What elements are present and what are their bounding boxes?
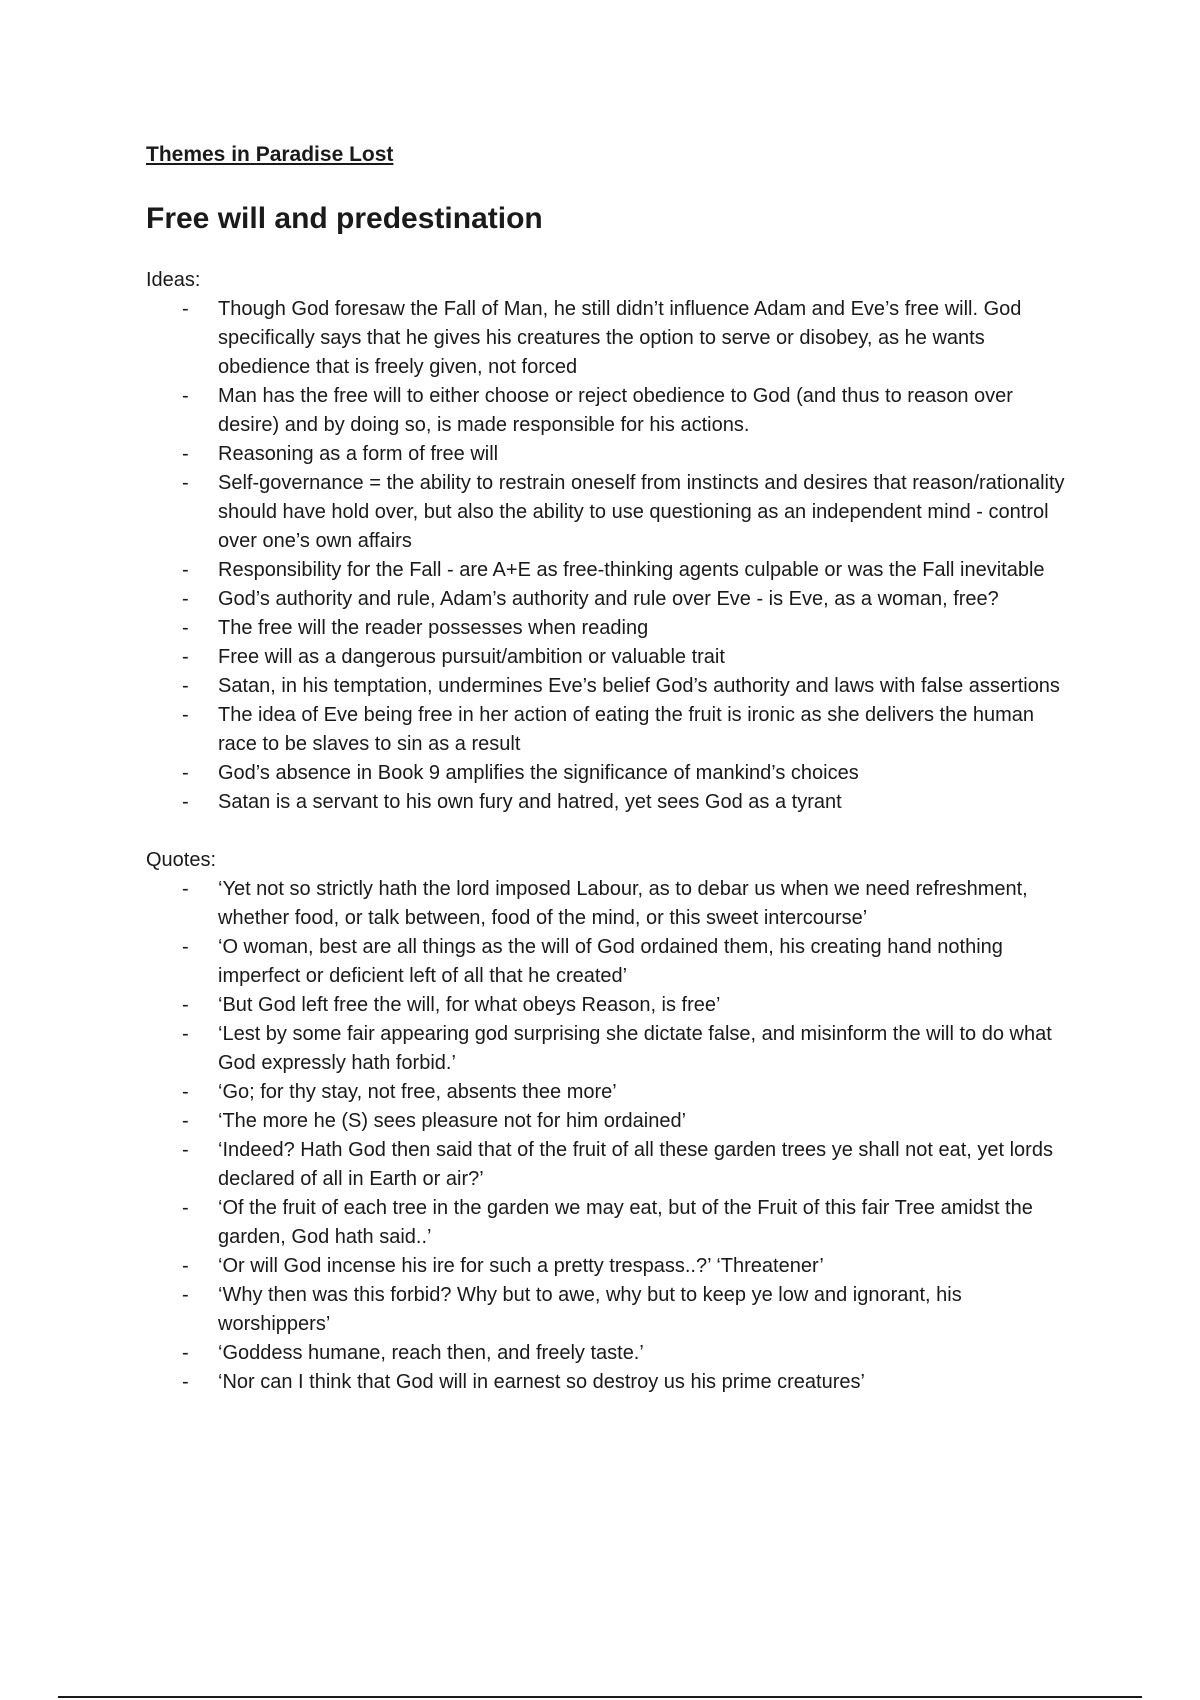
list-item-text: The free will the reader possesses when reading [218, 617, 649, 639]
list-item [146, 875, 1076, 933]
quotes-section [146, 846, 1076, 1397]
list-item-text: The idea of Eve being free in her action of eating the fruit is ironic as she delivers the human race to be slaves to sin as a result [218, 704, 1035, 755]
section-heading: Free will and predestination [146, 202, 543, 235]
bullet-marker: - [182, 1081, 189, 1103]
list-item [146, 1252, 1076, 1281]
list-item [146, 643, 1076, 672]
quotes-label: Quotes: [146, 849, 217, 871]
list-item [146, 1281, 1076, 1339]
bullet-marker: - [182, 617, 189, 639]
list-item [146, 382, 1076, 440]
list-item [146, 1194, 1076, 1252]
bullet-marker: - [182, 472, 189, 494]
list-item-text: ‘Go; for thy stay, not free, absents thee more’ [218, 1081, 617, 1103]
ideas-section [146, 266, 1076, 817]
list-item [146, 991, 1076, 1020]
list-item-text: Reasoning as a form of free will [218, 443, 499, 465]
bullet-marker: - [182, 675, 189, 697]
list-item [146, 933, 1076, 991]
bullet-marker: - [182, 443, 189, 465]
list-item [146, 469, 1076, 556]
list-item-text: Self-governance = the ability to restrain oneself from instincts and desires that reason/rationality should have hold over, but also the ability to use questioning as an independent mind - control over one’s own affairs [218, 472, 1065, 552]
list-item-text: God’s authority and rule, Adam’s authority and rule over Eve - is Eve, as a woman, free? [218, 588, 999, 610]
list-item-text: Though God foresaw the Fall of Man, he still didn’t influence Adam and Eve’s free will. God specifically says that he gives his creatures the option to serve or disobey, as he wants obedience that is freely given, not forced [218, 298, 1022, 378]
bullet-marker: - [182, 762, 189, 784]
list-item [146, 614, 1076, 643]
list-item [146, 1136, 1076, 1194]
list-item [146, 759, 1076, 788]
list-item-text: ‘Yet not so strictly hath the lord imposed Labour, as to debar us when we need refreshment, whether food, or talk between, food of the mind, or this sweet intercourse’ [218, 878, 1028, 929]
list-item-text: Free will as a dangerous pursuit/ambition or valuable trait [218, 646, 725, 668]
list-item [146, 788, 1076, 817]
bullet-marker: - [182, 878, 189, 900]
list-item [146, 585, 1076, 614]
bullet-marker: - [182, 1371, 189, 1393]
list-item-text: ‘Of the fruit of each tree in the garden we may eat, but of the Fruit of this fair Tree amidst the garden, God hath said..’ [218, 1197, 1033, 1248]
bullet-marker: - [182, 588, 189, 610]
quotes-list [146, 875, 1076, 1397]
list-item-text: ‘Or will God incense his ire for such a pretty trespass..?’ ‘Threatener’ [218, 1255, 824, 1277]
document-title: Themes in Paradise Lost [146, 143, 394, 166]
list-item [146, 440, 1076, 469]
footer-divider [58, 1696, 1142, 1698]
list-item-text: Satan, in his temptation, undermines Eve’s belief God’s authority and laws with false assertions [218, 675, 1060, 697]
bullet-marker: - [182, 1197, 189, 1219]
ideas-list [146, 295, 1076, 817]
bullet-marker: - [182, 1255, 189, 1277]
list-item [146, 1078, 1076, 1107]
list-item [146, 556, 1076, 585]
list-item [146, 1368, 1076, 1397]
bullet-marker: - [182, 791, 189, 813]
list-item-text: ‘Why then was this forbid? Why but to awe, why but to keep ye low and ignorant, his worshippers’ [218, 1284, 962, 1335]
list-item [146, 1020, 1076, 1078]
bullet-marker: - [182, 298, 189, 320]
list-item-text: ‘Indeed? Hath God then said that of the fruit of all these garden trees ye shall not eat, yet lords declared of all in Earth or air?’ [218, 1139, 1053, 1190]
bullet-marker: - [182, 385, 189, 407]
bullet-marker: - [182, 994, 189, 1016]
list-item [146, 701, 1076, 759]
list-item-text: ‘The more he (S) sees pleasure not for him ordained’ [218, 1110, 687, 1132]
list-item-text: ‘But God left free the will, for what obeys Reason, is free’ [218, 994, 721, 1016]
list-item-text: God’s absence in Book 9 amplifies the significance of mankind’s choices [218, 762, 859, 784]
list-item-text: ‘Nor can I think that God will in earnest so destroy us his prime creatures’ [218, 1371, 865, 1393]
bullet-marker: - [182, 1139, 189, 1161]
bullet-marker: - [182, 1110, 189, 1132]
bullet-marker: - [182, 1342, 189, 1364]
bullet-marker: - [182, 936, 189, 958]
list-item-text: Man has the free will to either choose or reject obedience to God (and thus to reason over desire) and by doing so, is made responsible for his actions. [218, 385, 1013, 436]
list-item [146, 672, 1076, 701]
list-item [146, 1339, 1076, 1368]
bullet-marker: - [182, 704, 189, 726]
ideas-label: Ideas: [146, 269, 201, 291]
list-item-text: ‘Lest by some fair appearing god surprising she dictate false, and misinform the will to do what God expressly hath forbid.’ [218, 1023, 1052, 1074]
bullet-marker: - [182, 1023, 189, 1045]
bullet-marker: - [182, 559, 189, 581]
bullet-marker: - [182, 646, 189, 668]
list-item-text: ‘Goddess humane, reach then, and freely taste.’ [218, 1342, 644, 1364]
list-item-text: Responsibility for the Fall - are A+E as free-thinking agents culpable or was the Fall inevitable [218, 559, 1045, 581]
bullet-marker: - [182, 1284, 189, 1306]
document-page [146, 140, 1076, 1397]
list-item-text: Satan is a servant to his own fury and hatred, yet sees God as a tyrant [218, 791, 842, 813]
list-item-text: ‘O woman, best are all things as the will of God ordained them, his creating hand nothing imperfect or deficient left of all that he created’ [218, 936, 1003, 987]
list-item [146, 295, 1076, 382]
list-item [146, 1107, 1076, 1136]
